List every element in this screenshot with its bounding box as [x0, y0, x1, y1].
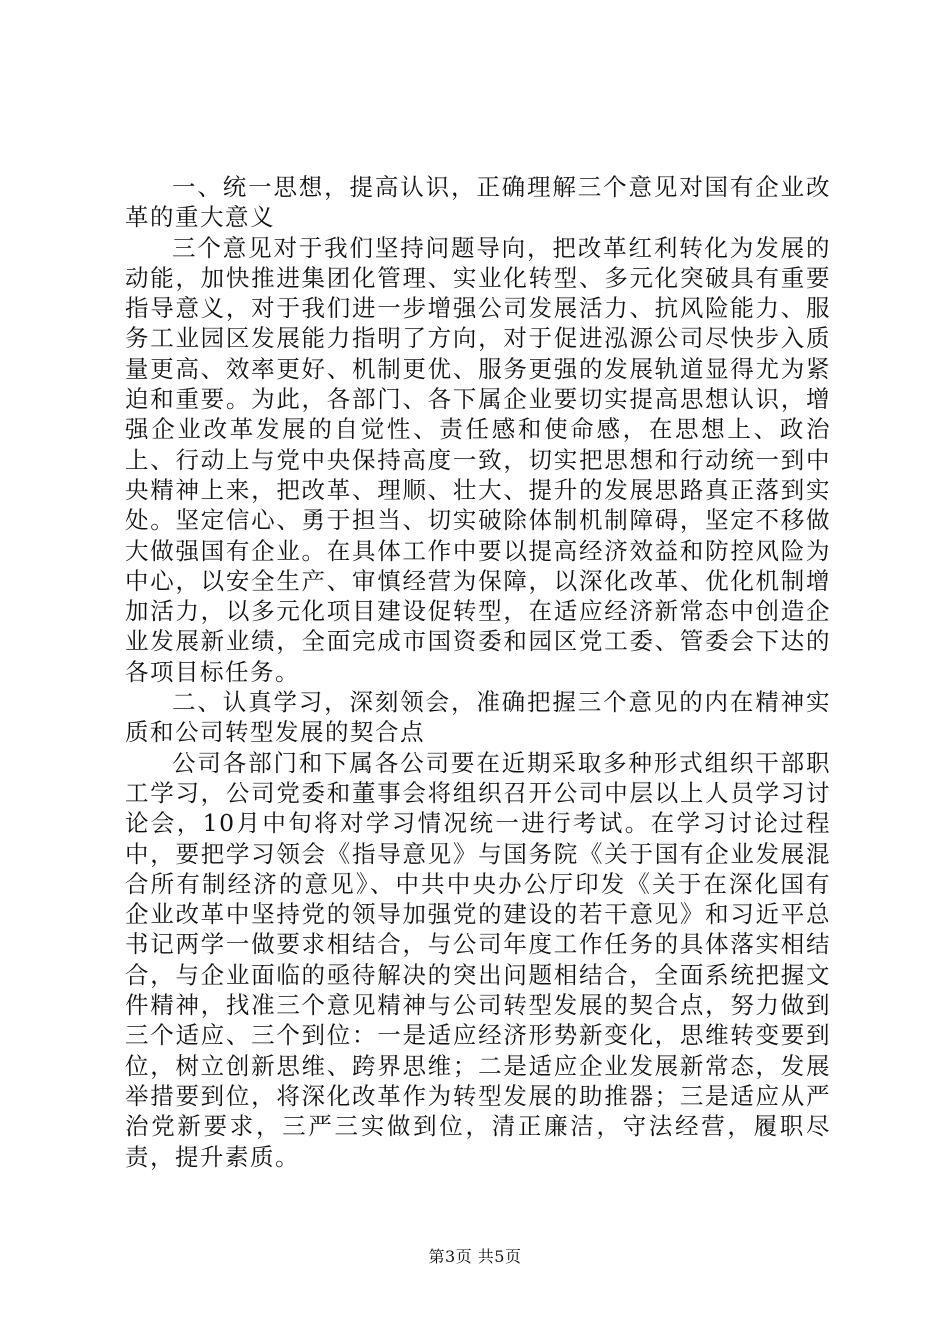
page-number-footer: 第3页 共5页 — [428, 1247, 522, 1266]
body-paragraph-1: 三个意见对于我们坚持问题导向，把改革红利转化为发展的动能，加快推进集团化管理、实业化转型、多元化突破具有重要指导意义，对于我们进一步增强公司发展活力、抗风险能力、服务工业园区发展能力指明了方向，对于促进泓源公司尽快步入质量更高、效率更好、机制更优、服务更强的发展轨道显得尤为紧迫和重要。为此，各部门、各下属企业要切实提高思想认识，增强企业改革发展的自觉性、责任感和使命感，在思想上、政治上、行动上与党中央保持高度一致，切实把思想和行动统一到中央精神上来，把改革、理顺、壮大、提升的发展思路真正落到实处。坚定信心、勇于担当、切实破除体制机制障碍，坚定不移做大做强国有企业。在具体工作中要以提高经济效益和防控风险为中心，以安全生产、审慎经营为保障，以深化改革、优化机制增加活力，以多元化项目建设促转型，在适应经济新常态中创造企业发展新业绩，全面完成市国资委和园区党工委、管委会下达的各项目标任务。 — [125, 233, 831, 686]
section-heading-1: 一、统一思想，提高认识，正确理解三个意见对国有企业改革的重大意义 — [125, 173, 831, 232]
document-body — [125, 172, 831, 1172]
section-heading-2: 二、认真学习，深刻领会，准确把握三个意见的内在精神实质和公司转型发展的契合点 — [125, 688, 831, 747]
body-paragraph-2: 公司各部门和下属各公司要在近期采取多种形式组织干部职工学习，公司党委和董事会将组织召开公司中层以上人员学习讨论会，10月中旬将对学习情况统一进行考试。在学习讨论过程中，要把学习领会《指导意见》与国务院《关于国有企业发展混合所有制经济的意见》、中共中央办公厅印发《关于在深化国有企业改革中坚持党的领导加强党的建设的若干意见》和习近平总书记两学一做要求相结合，与公司年度工作任务的具体落实相结合，与企业面临的亟待解决的突出问题相结合，全面系统把握文件精神，找准三个意见精神与公司转型发展的契合点，努力做到三个适应、三个到位：一是适应经济形势新变化，思维转变要到位，树立创新思维、跨界思维；二是适应企业发展新常态，发展举措要到位，将深化改革作为转型发展的助推器；三是适应从严治党新要求，三严三实做到位，清正廉洁，守法经营，履职尽责，提升素质。 — [125, 748, 831, 1171]
